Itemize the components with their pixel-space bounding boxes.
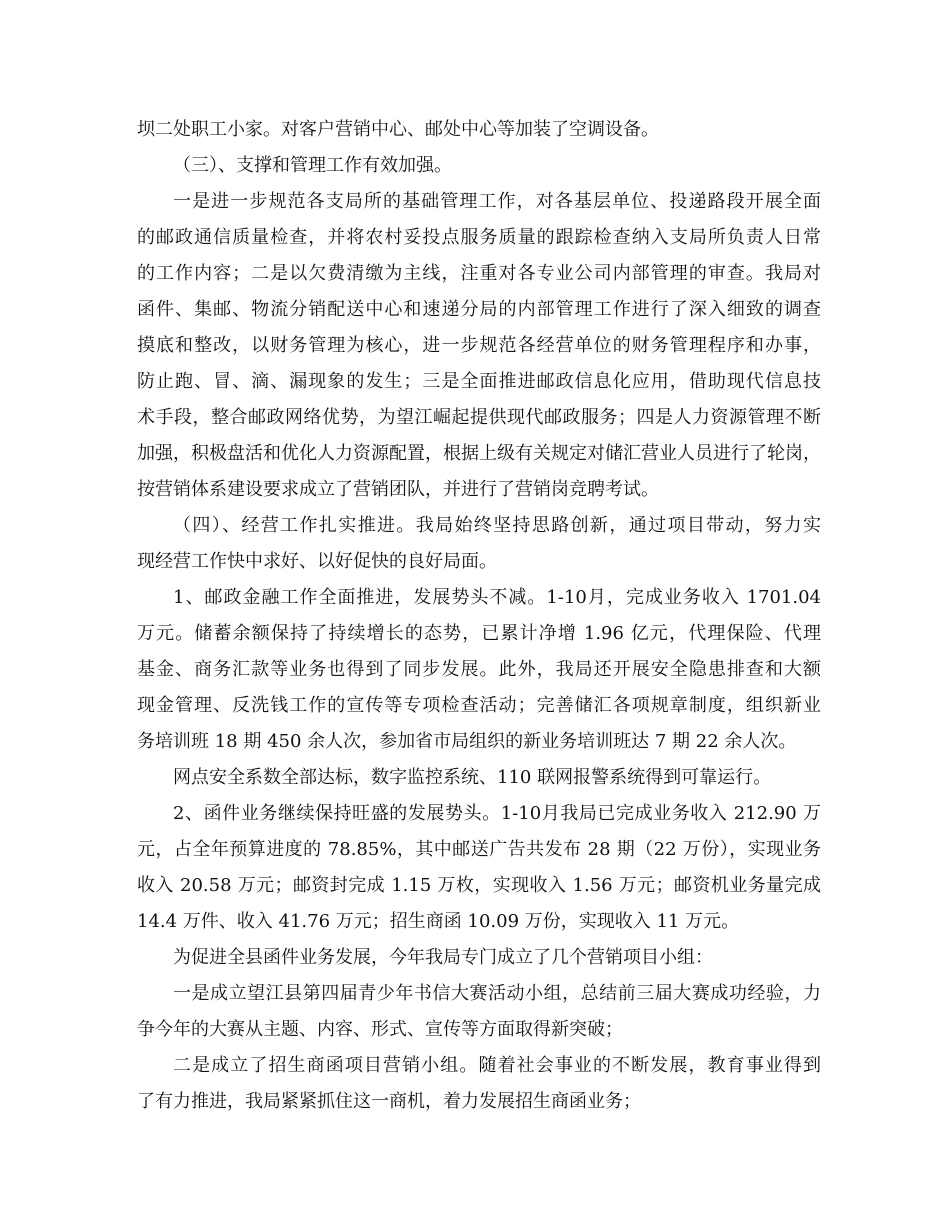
text-line: 元，占全年预算进度的 78.85%，其中邮送广告共发布 28 期（22 万份），实现业务	[137, 839, 821, 860]
text-line: 了有力推进，我局紧紧抓住这一商机，着力发展招生商函业务；	[137, 1091, 641, 1112]
text-line: 现金管理、反洗钱工作的宣传等专项检查活动；完善储汇各项规章制度，组织新业	[137, 695, 821, 716]
text-line: 按营销体系建设要求成立了营销团队，并进行了营销岗竞聘考试。	[137, 479, 659, 500]
text-line: 网点安全系数全部达标，数字监控系统、110 联网报警系统得到可靠运行。	[173, 767, 772, 788]
text-line: 万元。储蓄余额保持了持续增长的态势，已累计净增 1.96 亿元，代理保险、代理	[137, 623, 821, 644]
text-line: 收入 20.58 万元；邮资封完成 1.15 万枚，实现收入 1.56 万元；邮资机业务量完成	[137, 875, 821, 896]
text-line: 争今年的大赛从主题、内容、形式、宣传等方面取得新突破；	[137, 1019, 623, 1040]
text-line: 的工作内容；二是以欠费清缴为主线，注重对各专业公司内部管理的审查。我局对	[137, 263, 821, 284]
text-line: 14.4 万件、收入 41.76 万元；招生商函 10.09 万份，实现收入 11 万元。	[137, 911, 740, 932]
text-line: 函件、集邮、物流分销配送中心和速递分局的内部管理工作进行了深入细致的调查	[137, 299, 821, 320]
text-line: （三）、支撑和管理工作有效加强。	[173, 155, 452, 176]
text-line: 一是进一步规范各支局所的基础管理工作，对各基层单位、投递路段开展全面	[173, 191, 821, 212]
text-line: 摸底和整改，以财务管理为核心，进一步规范各经营单位的财务管理程序和办事，	[137, 335, 821, 356]
text-line: 坝二处职工小家。对客户营销中心、邮处中心等加装了空调设备。	[137, 119, 659, 140]
text-line: 为促进全县函件业务发展，今年我局专门成立了几个营销项目小组：	[173, 947, 713, 968]
text-line: 现经营工作快中求好、以好促快的良好局面。	[137, 551, 497, 572]
text-line: 防止跑、冒、滴、漏现象的发生；三是全面推进邮政信息化应用，借助现代信息技	[137, 371, 821, 392]
text-line: （四）、经营工作扎实推进。我局始终坚持思路创新，通过项目带动，努力实	[173, 515, 821, 536]
document-body	[137, 112, 821, 1120]
text-line: 务培训班 18 期 450 余人次，参加省市局组织的新业务培训班达 7 期 22 余人次。	[137, 731, 797, 752]
text-line: 基金、商务汇款等业务也得到了同步发展。此外，我局还开展安全隐患排查和大额	[137, 659, 821, 680]
text-line: 1、邮政金融工作全面推进，发展势头不减。1-10月，完成业务收入 1701.04	[173, 587, 821, 608]
text-line: 术手段，整合邮政网络优势，为望江崛起提供现代邮政服务；四是人力资源管理不断	[137, 407, 821, 428]
text-line: 2、函件业务继续保持旺盛的发展势头。1-10月我局已完成业务收入 212.90 万	[173, 803, 821, 824]
text-line: 一是成立望江县第四届青少年书信大赛活动小组，总结前三届大赛成功经验，力	[173, 983, 821, 1004]
text-line: 加强，积极盘活和优化人力资源配置，根据上级有关规定对储汇营业人员进行了轮岗，	[137, 443, 821, 464]
text-line: 的邮政通信质量检查，并将农村妥投点服务质量的跟踪检查纳入支局所负责人日常	[137, 227, 821, 248]
text-line: 二是成立了招生商函项目营销小组。随着社会事业的不断发展，教育事业得到	[173, 1055, 821, 1076]
